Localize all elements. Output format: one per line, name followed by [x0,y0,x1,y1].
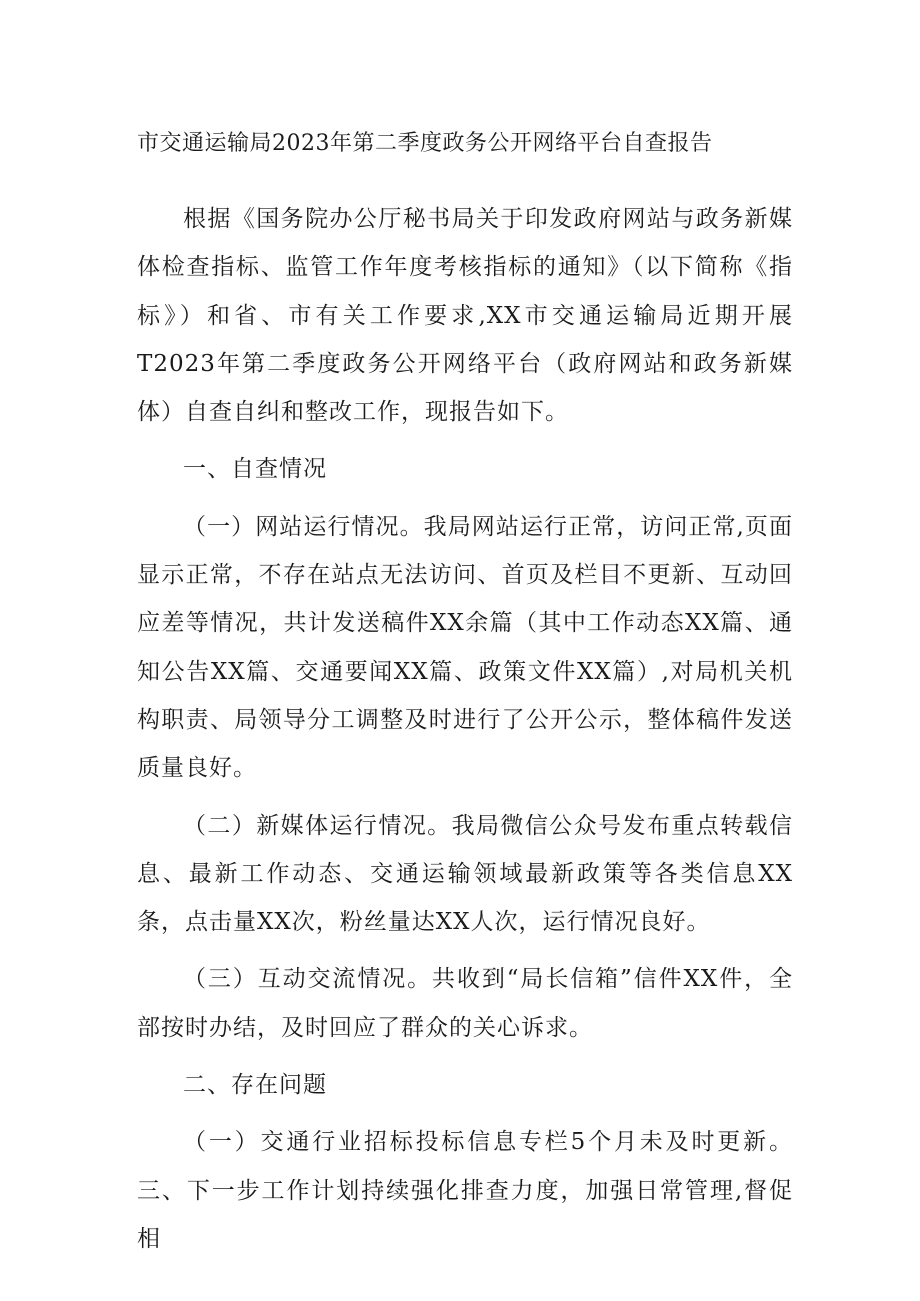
section-1-item-2: （二）新媒体运行情况。我局微信公众号发布重点转载信息、最新工作动态、交通运输领域最新政策等各类信息XX条，点击量XX次，粉丝量达XX人次，运行情况良好。 [137,812,793,936]
document-body [137,195,793,1272]
section-1-heading: 一、自查情况 [183,456,327,483]
document-title: 市交通运输局2023年第二季度政务公开网络平台自查报告 [137,131,713,156]
section-2-heading: 二、存在问题 [183,1072,327,1099]
section-1-item-1: （一）网站运行情况。我局网站运行正常，访问正常,页面显示正常，不存在站点无法访问、首页及栏目不更新、互动回应差等情况，共计发送稿件XX余篇（其中工作动态XX篇、通知公告XX篇、交通要闻XX篇、政策文件XX篇）,对局机关机构职责、局领导分工调整及时进行了公开公示，整体稿件发送质量良好。 [137,513,793,782]
section-1-item-3: （三）互动交流情况。共收到“局长信箱”信件XX件，全部按时办结，及时回应了群众的关心诉求。 [137,966,793,1041]
section-2-item-1: （一）交通行业招标投标信息专栏5个月未及时更新。三、下一步工作计划持续强化排查力度，加强日常管理,督促相 [137,1129,793,1252]
intro-paragraph: 根据《国务院办公厅秘书局关于印发政府网站与政务新媒体检查指标、监管工作年度考核指标的通知》（以下简称《指标》）和省、市有关工作要求,XX市交通运输局近期开展T2023年第二季度政务公开网络平台（政府网站和政务新媒体）自查自纠和整改工作，现报告如下。 [137,206,793,426]
